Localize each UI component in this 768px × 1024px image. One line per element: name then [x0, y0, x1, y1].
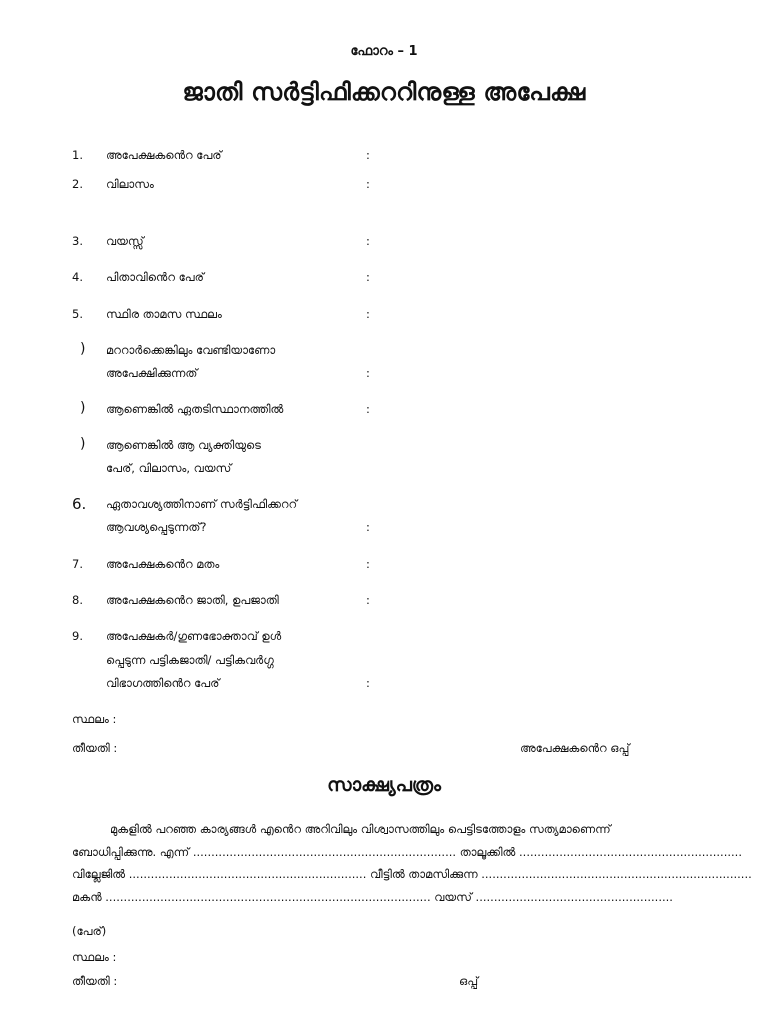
field-number: 9.: [72, 629, 83, 643]
field-label: സ്ഥിര താമസ സ്ഥലം: [106, 307, 222, 321]
form-number: ഫോറം – 1: [350, 44, 418, 59]
field-label: അപേക്ഷകൻെറ പേര്: [106, 148, 222, 162]
field-colon: :: [366, 520, 370, 534]
field-colon: :: [366, 366, 370, 380]
field-number: 7.: [72, 557, 83, 571]
testimonial-line: മുകളിൽ പറഞ്ഞ കാര്യങ്ങൾ എൻെറ അറിവിലും വിശ്വാസത്തിലും പെട്ടിടത്തോളം സത്യമാണെന്ന്: [110, 822, 611, 836]
field-label: പിതാവിൻെറ പേര്: [106, 270, 204, 284]
field-colon: :: [366, 676, 370, 690]
applicant-signature: അപേക്ഷകൻെറ ഒപ്പ്: [520, 741, 630, 755]
field-label: വിലാസം: [106, 177, 154, 191]
field-label: ഏതാവശ്യത്തിനാണ് സർട്ടിഫിക്കററ്: [106, 497, 298, 511]
testimonial-line: ബോധിപ്പിക്കുന്നു. എന്ന് ........................................................................ താലൂക്കിൽ .............................................................: [72, 845, 742, 859]
field-colon: :: [366, 307, 370, 321]
field-number: 3.: [72, 234, 83, 248]
testimonial-name: (പേര്): [72, 924, 107, 938]
field-number: ): [80, 436, 86, 452]
testimonial-line: വില്ലേജിൽ ................................................................. വീട്ടിൽ താമസിക്കുന്ന ..........................................................................: [72, 867, 752, 881]
field-label: വിഭാഗത്തിൻെറ പേര്: [106, 676, 220, 690]
testimonial-title: സാക്ഷ്യപത്രം: [327, 774, 441, 796]
field-label: പ്പെടുന്ന പട്ടികജാതി/ പട്ടികവർഗ്ഗ: [106, 653, 274, 667]
field-number: 1.: [72, 148, 83, 162]
field-label: അപേക്ഷകൻെറ മതം: [106, 557, 220, 571]
page-title: ജാതി സർട്ടിഫിക്കററിനുള്ള അപേക്ഷ: [182, 78, 586, 106]
field-colon: :: [366, 177, 370, 191]
field-label: അപേക്ഷിക്കുന്നത്: [106, 366, 198, 380]
field-label: ആണെങ്കിൽ ഏതടിസ്ഥാനത്തിൽ: [106, 402, 284, 416]
field-colon: :: [366, 234, 370, 248]
field-label: അപേക്ഷകൻെറ ജാതി, ഉപജാതി: [106, 593, 279, 607]
date-label: തീയതി :: [72, 741, 118, 755]
field-label: പേര്, വിലാസം, വയസ്: [106, 461, 232, 475]
field-label: ആണെങ്കിൽ ആ വ്യക്തിയുടെ: [106, 438, 261, 452]
field-colon: :: [366, 270, 370, 284]
testimonial-signature: ഒപ്പ്: [459, 974, 479, 988]
field-label: വയസ്സ്: [106, 234, 144, 248]
testimonial-line: മകൻ ......................................................................................... വയസ് ......................................................: [72, 890, 673, 904]
field-colon: :: [366, 557, 370, 571]
testimonial-date: തീയതി :: [72, 974, 118, 988]
field-number: 5.: [72, 307, 83, 321]
testimonial-place: സ്ഥലം :: [72, 950, 117, 964]
field-label: മററാർക്കെങ്കിലും വേണ്ടിയാണോ: [106, 343, 276, 357]
field-number: ): [80, 341, 86, 357]
field-number: 4.: [72, 270, 83, 284]
field-number: ): [80, 400, 86, 416]
field-label: ആവശ്യപ്പെടുന്നത്?: [106, 520, 207, 534]
field-number: 2.: [72, 177, 83, 191]
field-colon: :: [366, 593, 370, 607]
field-colon: :: [366, 148, 370, 162]
field-number: 8.: [72, 593, 83, 607]
field-number: 6.: [72, 495, 87, 513]
field-label: അപേക്ഷകർ/ഗുണഭോക്താവ് ഉൾ: [106, 629, 282, 643]
place-label: സ്ഥലം :: [72, 712, 117, 726]
field-colon: :: [366, 402, 370, 416]
